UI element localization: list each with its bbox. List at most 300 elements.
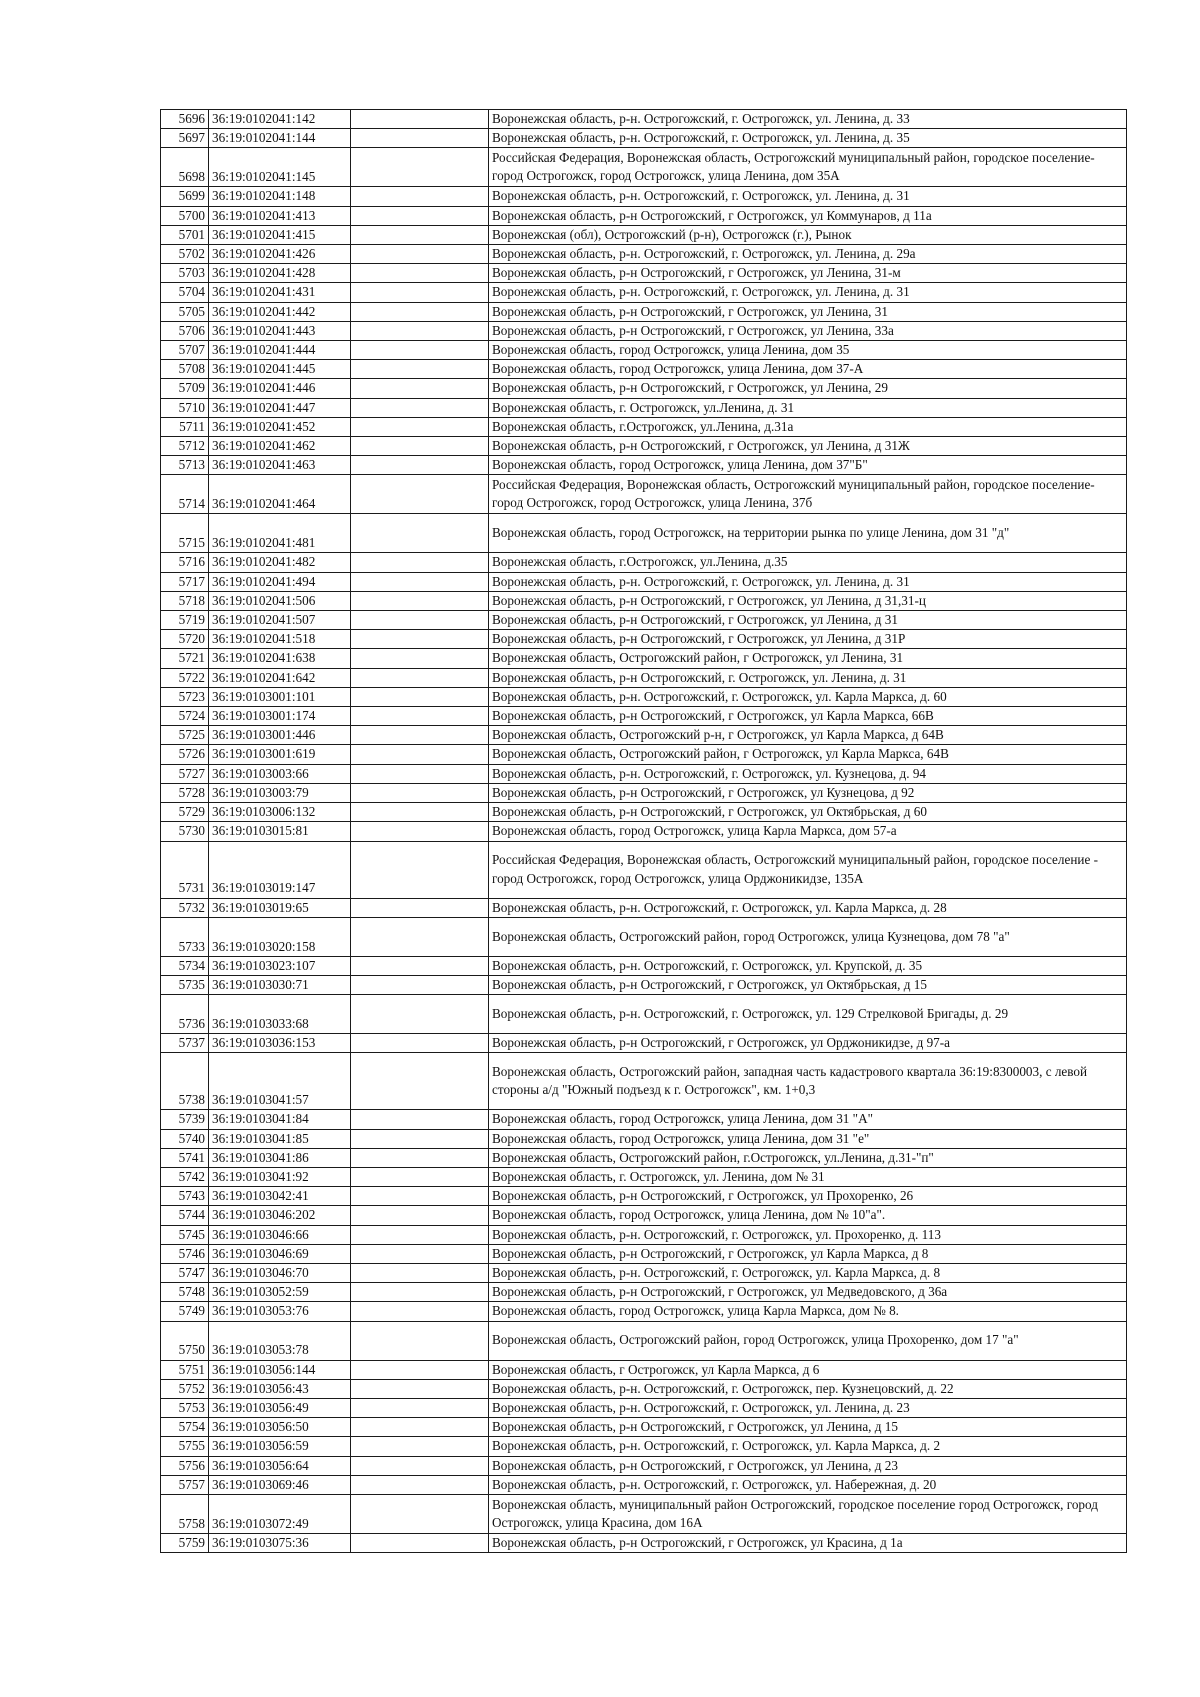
row-number-cell: 5723 bbox=[161, 687, 209, 706]
cadastral-number-cell: 36:19:0103015:81 bbox=[209, 822, 351, 841]
cadastral-number-cell: 36:19:0102041:148 bbox=[209, 187, 351, 206]
empty-cell bbox=[351, 553, 489, 572]
registry-table-body bbox=[161, 110, 1127, 1553]
cadastral-number-cell: 36:19:0103042:41 bbox=[209, 1187, 351, 1206]
address-cell: Воронежская область, р-н. Острогожский, г. Острогожск, ул. Кузнецова, д. 94 bbox=[489, 764, 1127, 783]
address-cell: Воронежская область, р-н. Острогожский, г. Острогожск, ул. Карла Маркса, д. 60 bbox=[489, 687, 1127, 706]
table-row bbox=[161, 975, 1127, 994]
empty-cell bbox=[351, 456, 489, 475]
cadastral-number-cell: 36:19:0103003:79 bbox=[209, 783, 351, 802]
row-number-cell: 5737 bbox=[161, 1034, 209, 1053]
empty-cell bbox=[351, 1167, 489, 1186]
empty-cell bbox=[351, 803, 489, 822]
address-cell: Воронежская область, р-н. Острогожский, г. Острогожск, ул. Ленина, д. 29а bbox=[489, 245, 1127, 264]
row-number-cell: 5756 bbox=[161, 1456, 209, 1475]
table-row bbox=[161, 917, 1127, 956]
address-cell: Воронежская область, город Острогожск, улица Ленина, дом 37"Б" bbox=[489, 456, 1127, 475]
empty-cell bbox=[351, 187, 489, 206]
table-row bbox=[161, 1437, 1127, 1456]
row-number-cell: 5758 bbox=[161, 1494, 209, 1533]
table-row bbox=[161, 956, 1127, 975]
address-cell: Воронежская область, р-н. Острогожский, г. Острогожск, ул. Карла Маркса, д. 2 bbox=[489, 1437, 1127, 1456]
empty-cell bbox=[351, 1360, 489, 1379]
empty-cell bbox=[351, 687, 489, 706]
address-cell: Воронежская область, р-н Острогожский, г Острогожск, ул Орджоникидзе, д 97-а bbox=[489, 1034, 1127, 1053]
empty-cell bbox=[351, 1110, 489, 1129]
row-number-cell: 5726 bbox=[161, 745, 209, 764]
empty-cell bbox=[351, 1437, 489, 1456]
address-cell: Воронежская область, р-н Острогожский, г Острогожск, ул Ленина, д 23 bbox=[489, 1456, 1127, 1475]
table-row bbox=[161, 437, 1127, 456]
empty-cell bbox=[351, 110, 489, 129]
row-number-cell: 5734 bbox=[161, 956, 209, 975]
row-number-cell: 5744 bbox=[161, 1206, 209, 1225]
empty-cell bbox=[351, 726, 489, 745]
table-row bbox=[161, 707, 1127, 726]
empty-cell bbox=[351, 437, 489, 456]
empty-cell bbox=[351, 1398, 489, 1417]
address-cell: Воронежская область, р-н. Острогожский, г. Острогожск, ул. Ленина, д. 23 bbox=[489, 1398, 1127, 1417]
empty-cell bbox=[351, 514, 489, 553]
cadastral-number-cell: 36:19:0102041:642 bbox=[209, 668, 351, 687]
table-row bbox=[161, 514, 1127, 553]
row-number-cell: 5739 bbox=[161, 1110, 209, 1129]
empty-cell bbox=[351, 1533, 489, 1552]
table-row bbox=[161, 687, 1127, 706]
empty-cell bbox=[351, 379, 489, 398]
empty-cell bbox=[351, 572, 489, 591]
address-cell: Воронежская область, р-н. Острогожский, г. Острогожск, ул. Ленина, д. 31 bbox=[489, 187, 1127, 206]
cadastral-number-cell: 36:19:0102041:638 bbox=[209, 649, 351, 668]
cadastral-number-cell: 36:19:0103056:59 bbox=[209, 1437, 351, 1456]
table-row bbox=[161, 764, 1127, 783]
table-row bbox=[161, 417, 1127, 436]
address-cell: Воронежская область, р-н Острогожский, г Острогожск, ул Октябрьская, д 60 bbox=[489, 803, 1127, 822]
row-number-cell: 5722 bbox=[161, 668, 209, 687]
cadastral-number-cell: 36:19:0103003:66 bbox=[209, 764, 351, 783]
empty-cell bbox=[351, 1418, 489, 1437]
address-cell: Воронежская область, город Острогожск, улица Карла Маркса, дом 57-а bbox=[489, 822, 1127, 841]
table-row bbox=[161, 206, 1127, 225]
address-cell: Воронежская область, р-н. Острогожский, г. Острогожск, ул. Прохоренко, д. 113 bbox=[489, 1225, 1127, 1244]
address-cell: Воронежская область, Острогожский р-н, г Острогожск, ул Карла Маркса, д 64В bbox=[489, 726, 1127, 745]
address-cell: Воронежская область, р-н Острогожский, г Острогожск, ул Медведовского, д 36а bbox=[489, 1283, 1127, 1302]
address-cell: Воронежская область, город Острогожск, улица Ленина, дом 31 "е" bbox=[489, 1129, 1127, 1148]
empty-cell bbox=[351, 822, 489, 841]
cadastral-number-cell: 36:19:0102041:494 bbox=[209, 572, 351, 591]
cadastral-number-cell: 36:19:0103046:69 bbox=[209, 1244, 351, 1263]
address-cell: Воронежская область, р-н Острогожский, г Острогожск, ул Прохоренко, 26 bbox=[489, 1187, 1127, 1206]
table-row bbox=[161, 148, 1127, 187]
row-number-cell: 5701 bbox=[161, 225, 209, 244]
address-cell: Воронежская область, город Острогожск, улица Карла Маркса, дом № 8. bbox=[489, 1302, 1127, 1321]
row-number-cell: 5699 bbox=[161, 187, 209, 206]
cadastral-number-cell: 36:19:0102041:144 bbox=[209, 129, 351, 148]
empty-cell bbox=[351, 302, 489, 321]
row-number-cell: 5746 bbox=[161, 1244, 209, 1263]
address-cell: Воронежская область, р-н Острогожский, г Острогожск, ул Ленина, д 31,31-ц bbox=[489, 591, 1127, 610]
table-row bbox=[161, 1129, 1127, 1148]
row-number-cell: 5752 bbox=[161, 1379, 209, 1398]
row-number-cell: 5713 bbox=[161, 456, 209, 475]
row-number-cell: 5745 bbox=[161, 1225, 209, 1244]
address-cell: Воронежская область, город Острогожск, улица Ленина, дом 31 "А" bbox=[489, 1110, 1127, 1129]
address-cell: Воронежская область, р-н. Острогожский, г. Острогожск, ул. 129 Стрелковой Бригады, д. 29 bbox=[489, 995, 1127, 1034]
table-row bbox=[161, 302, 1127, 321]
table-row bbox=[161, 225, 1127, 244]
empty-cell bbox=[351, 1034, 489, 1053]
row-number-cell: 5728 bbox=[161, 783, 209, 802]
address-cell: Российская Федерация, Воронежская область, Острогожский муниципальный район, городское поселение-город Острогожск, город Острогожск, улица Ленина, дом 35А bbox=[489, 148, 1127, 187]
address-cell: Воронежская область, г. Острогожск, ул. Ленина, дом № 31 bbox=[489, 1167, 1127, 1186]
address-cell: Воронежская область, р-н Острогожский, г Острогожск, ул Красина, д 1а bbox=[489, 1533, 1127, 1552]
table-row bbox=[161, 1225, 1127, 1244]
cadastral-number-cell: 36:19:0102041:145 bbox=[209, 148, 351, 187]
empty-cell bbox=[351, 1148, 489, 1167]
table-row bbox=[161, 1263, 1127, 1282]
row-number-cell: 5729 bbox=[161, 803, 209, 822]
cadastral-number-cell: 36:19:0102041:518 bbox=[209, 630, 351, 649]
empty-cell bbox=[351, 1494, 489, 1533]
table-row bbox=[161, 611, 1127, 630]
empty-cell bbox=[351, 630, 489, 649]
row-number-cell: 5718 bbox=[161, 591, 209, 610]
empty-cell bbox=[351, 668, 489, 687]
row-number-cell: 5700 bbox=[161, 206, 209, 225]
cadastral-number-cell: 36:19:0103001:619 bbox=[209, 745, 351, 764]
row-number-cell: 5707 bbox=[161, 341, 209, 360]
empty-cell bbox=[351, 129, 489, 148]
address-cell: Воронежская область, Острогожский район, город Острогожск, улица Кузнецова, дом 78 "а" bbox=[489, 917, 1127, 956]
row-number-cell: 5717 bbox=[161, 572, 209, 591]
empty-cell bbox=[351, 1225, 489, 1244]
table-row bbox=[161, 1034, 1127, 1053]
row-number-cell: 5712 bbox=[161, 437, 209, 456]
table-row bbox=[161, 1475, 1127, 1494]
cadastral-number-cell: 36:19:0103001:446 bbox=[209, 726, 351, 745]
row-number-cell: 5696 bbox=[161, 110, 209, 129]
cadastral-number-cell: 36:19:0103041:85 bbox=[209, 1129, 351, 1148]
row-number-cell: 5732 bbox=[161, 898, 209, 917]
address-cell: Воронежская область, город Острогожск, улица Ленина, дом № 10"а". bbox=[489, 1206, 1127, 1225]
table-row bbox=[161, 321, 1127, 340]
row-number-cell: 5731 bbox=[161, 841, 209, 898]
address-cell: Воронежская область, р-н. Острогожский, г. Острогожск, ул. Ленина, д. 31 bbox=[489, 283, 1127, 302]
empty-cell bbox=[351, 1302, 489, 1321]
row-number-cell: 5702 bbox=[161, 245, 209, 264]
row-number-cell: 5709 bbox=[161, 379, 209, 398]
address-cell: Воронежская область, р-н. Острогожский, г. Острогожск, ул. Крупской, д. 35 bbox=[489, 956, 1127, 975]
table-row bbox=[161, 1148, 1127, 1167]
cadastral-number-cell: 36:19:0102041:447 bbox=[209, 398, 351, 417]
cadastral-number-cell: 36:19:0102041:444 bbox=[209, 341, 351, 360]
address-cell: Воронежская область, р-н Острогожский, г Острогожск, ул Ленина, 31 bbox=[489, 302, 1127, 321]
row-number-cell: 5748 bbox=[161, 1283, 209, 1302]
empty-cell bbox=[351, 649, 489, 668]
row-number-cell: 5730 bbox=[161, 822, 209, 841]
table-row bbox=[161, 591, 1127, 610]
empty-cell bbox=[351, 1263, 489, 1282]
table-row bbox=[161, 129, 1127, 148]
cadastral-number-cell: 36:19:0102041:413 bbox=[209, 206, 351, 225]
cadastral-number-cell: 36:19:0103072:49 bbox=[209, 1494, 351, 1533]
address-cell: Воронежская область, г. Острогожск, ул.Ленина, д. 31 bbox=[489, 398, 1127, 417]
row-number-cell: 5706 bbox=[161, 321, 209, 340]
table-row bbox=[161, 668, 1127, 687]
row-number-cell: 5750 bbox=[161, 1321, 209, 1360]
table-row bbox=[161, 379, 1127, 398]
empty-cell bbox=[351, 591, 489, 610]
table-row bbox=[161, 822, 1127, 841]
address-cell: Воронежская область, р-н Острогожский, г Острогожск, ул Ленина, 29 bbox=[489, 379, 1127, 398]
empty-cell bbox=[351, 321, 489, 340]
address-cell: Воронежская (обл), Острогожский (р-н), Острогожск (г.), Рынок bbox=[489, 225, 1127, 244]
empty-cell bbox=[351, 956, 489, 975]
table-row bbox=[161, 1283, 1127, 1302]
address-cell: Воронежская область, Острогожский район, г.Острогожск, ул.Ленина, д.31-"п" bbox=[489, 1148, 1127, 1167]
cadastral-number-cell: 36:19:0103069:46 bbox=[209, 1475, 351, 1494]
empty-cell bbox=[351, 417, 489, 436]
row-number-cell: 5703 bbox=[161, 264, 209, 283]
row-number-cell: 5714 bbox=[161, 475, 209, 514]
empty-cell bbox=[351, 764, 489, 783]
cadastral-number-cell: 36:19:0102041:443 bbox=[209, 321, 351, 340]
address-cell: Воронежская область, р-н Острогожский, г Острогожск, ул Ленина, 33а bbox=[489, 321, 1127, 340]
empty-cell bbox=[351, 1321, 489, 1360]
address-cell: Воронежская область, город Острогожск, улица Ленина, дом 35 bbox=[489, 341, 1127, 360]
cadastral-number-cell: 36:19:0102041:462 bbox=[209, 437, 351, 456]
empty-cell bbox=[351, 398, 489, 417]
table-row bbox=[161, 360, 1127, 379]
address-cell: Воронежская область, р-н. Острогожский, г. Острогожск, ул. Ленина, д. 33 bbox=[489, 110, 1127, 129]
cadastral-number-cell: 36:19:0103052:59 bbox=[209, 1283, 351, 1302]
table-row bbox=[161, 1379, 1127, 1398]
empty-cell bbox=[351, 898, 489, 917]
empty-cell bbox=[351, 841, 489, 898]
row-number-cell: 5743 bbox=[161, 1187, 209, 1206]
table-row bbox=[161, 572, 1127, 591]
address-cell: Воронежская область, р-н Острогожский, г Острогожск, ул Ленина, д 15 bbox=[489, 1418, 1127, 1437]
address-cell: Воронежская область, р-н. Острогожский, г. Острогожск, ул. Карла Маркса, д. 8 bbox=[489, 1263, 1127, 1282]
row-number-cell: 5724 bbox=[161, 707, 209, 726]
cadastral-number-cell: 36:19:0102041:452 bbox=[209, 417, 351, 436]
cadastral-number-cell: 36:19:0102041:507 bbox=[209, 611, 351, 630]
cadastral-number-cell: 36:19:0103056:144 bbox=[209, 1360, 351, 1379]
table-row bbox=[161, 110, 1127, 129]
table-row bbox=[161, 341, 1127, 360]
table-row bbox=[161, 1053, 1127, 1110]
address-cell: Воронежская область, Острогожский район, город Острогожск, улица Прохоренко, дом 17 "а" bbox=[489, 1321, 1127, 1360]
row-number-cell: 5742 bbox=[161, 1167, 209, 1186]
address-cell: Российская Федерация, Воронежская область, Острогожский муниципальный район, городское поселение - город Острогожск, город Острогожск, улица Орджоникидзе, 135А bbox=[489, 841, 1127, 898]
row-number-cell: 5704 bbox=[161, 283, 209, 302]
table-row bbox=[161, 1187, 1127, 1206]
cadastral-number-cell: 36:19:0102041:445 bbox=[209, 360, 351, 379]
address-cell: Воронежская область, р-н Острогожский, г Острогожск, ул Ленина, д 31 bbox=[489, 611, 1127, 630]
row-number-cell: 5708 bbox=[161, 360, 209, 379]
address-cell: Воронежская область, р-н Острогожский, г Острогожск, ул Кузнецова, д 92 bbox=[489, 783, 1127, 802]
row-number-cell: 5716 bbox=[161, 553, 209, 572]
row-number-cell: 5755 bbox=[161, 1437, 209, 1456]
cadastral-number-cell: 36:19:0102041:428 bbox=[209, 264, 351, 283]
row-number-cell: 5751 bbox=[161, 1360, 209, 1379]
cadastral-number-cell: 36:19:0103041:92 bbox=[209, 1167, 351, 1186]
table-row bbox=[161, 649, 1127, 668]
cadastral-number-cell: 36:19:0103001:101 bbox=[209, 687, 351, 706]
empty-cell bbox=[351, 1244, 489, 1263]
cadastral-number-cell: 36:19:0103036:153 bbox=[209, 1034, 351, 1053]
cadastral-number-cell: 36:19:0103019:147 bbox=[209, 841, 351, 898]
table-row bbox=[161, 1206, 1127, 1225]
cadastral-number-cell: 36:19:0103056:64 bbox=[209, 1456, 351, 1475]
row-number-cell: 5749 bbox=[161, 1302, 209, 1321]
table-row bbox=[161, 995, 1127, 1034]
address-cell: Российская Федерация, Воронежская область, Острогожский муниципальный район, городское поселение-город Острогожск, город Острогожск, улица Ленина, 37б bbox=[489, 475, 1127, 514]
table-row bbox=[161, 475, 1127, 514]
cadastral-number-cell: 36:19:0103046:70 bbox=[209, 1263, 351, 1282]
empty-cell bbox=[351, 783, 489, 802]
row-number-cell: 5753 bbox=[161, 1398, 209, 1417]
address-cell: Воронежская область, г.Острогожск, ул.Ленина, д.31а bbox=[489, 417, 1127, 436]
table-row bbox=[161, 1360, 1127, 1379]
cadastral-number-cell: 36:19:0102041:426 bbox=[209, 245, 351, 264]
table-row bbox=[161, 898, 1127, 917]
empty-cell bbox=[351, 1187, 489, 1206]
row-number-cell: 5697 bbox=[161, 129, 209, 148]
cadastral-number-cell: 36:19:0102041:142 bbox=[209, 110, 351, 129]
row-number-cell: 5738 bbox=[161, 1053, 209, 1110]
cadastral-number-cell: 36:19:0103056:49 bbox=[209, 1398, 351, 1417]
address-cell: Воронежская область, р-н Острогожский, г Острогожск, ул Карла Маркса, 66В bbox=[489, 707, 1127, 726]
cadastral-number-cell: 36:19:0102041:442 bbox=[209, 302, 351, 321]
table-row bbox=[161, 187, 1127, 206]
cadastral-number-cell: 36:19:0103041:84 bbox=[209, 1110, 351, 1129]
address-cell: Воронежская область, город Острогожск, улица Ленина, дом 37-А bbox=[489, 360, 1127, 379]
address-cell: Воронежская область, р-н Острогожский, г Острогожск, ул Карла Маркса, д 8 bbox=[489, 1244, 1127, 1263]
empty-cell bbox=[351, 1456, 489, 1475]
empty-cell bbox=[351, 611, 489, 630]
row-number-cell: 5721 bbox=[161, 649, 209, 668]
address-cell: Воронежская область, р-н. Острогожский, г. Острогожск, ул. Набережная, д. 20 bbox=[489, 1475, 1127, 1494]
table-row bbox=[161, 398, 1127, 417]
row-number-cell: 5719 bbox=[161, 611, 209, 630]
cadastral-number-cell: 36:19:0103041:57 bbox=[209, 1053, 351, 1110]
cadastral-number-cell: 36:19:0102041:481 bbox=[209, 514, 351, 553]
empty-cell bbox=[351, 245, 489, 264]
row-number-cell: 5727 bbox=[161, 764, 209, 783]
address-cell: Воронежская область, муниципальный район Острогожский, городское поселение город Острогожск, город Острогожск, улица Красина, дом 16А bbox=[489, 1494, 1127, 1533]
row-number-cell: 5715 bbox=[161, 514, 209, 553]
cadastral-number-cell: 36:19:0103053:78 bbox=[209, 1321, 351, 1360]
address-cell: Воронежская область, р-н Острогожский, г Острогожск, ул Ленина, д 31Ж bbox=[489, 437, 1127, 456]
table-row bbox=[161, 1244, 1127, 1263]
row-number-cell: 5757 bbox=[161, 1475, 209, 1494]
table-row bbox=[161, 803, 1127, 822]
address-cell: Воронежская область, Острогожский район, г Острогожск, ул Ленина, 31 bbox=[489, 649, 1127, 668]
address-cell: Воронежская область, р-н Острогожский, г. Острогожск, ул. Ленина, д. 31 bbox=[489, 668, 1127, 687]
empty-cell bbox=[351, 745, 489, 764]
row-number-cell: 5735 bbox=[161, 975, 209, 994]
empty-cell bbox=[351, 1379, 489, 1398]
row-number-cell: 5736 bbox=[161, 995, 209, 1034]
table-row bbox=[161, 1456, 1127, 1475]
row-number-cell: 5720 bbox=[161, 630, 209, 649]
row-number-cell: 5705 bbox=[161, 302, 209, 321]
cadastral-number-cell: 36:19:0103046:66 bbox=[209, 1225, 351, 1244]
row-number-cell: 5741 bbox=[161, 1148, 209, 1167]
table-row bbox=[161, 630, 1127, 649]
empty-cell bbox=[351, 148, 489, 187]
cadastral-number-cell: 36:19:0103056:50 bbox=[209, 1418, 351, 1437]
empty-cell bbox=[351, 283, 489, 302]
empty-cell bbox=[351, 1475, 489, 1494]
cadastral-number-cell: 36:19:0103046:202 bbox=[209, 1206, 351, 1225]
cadastral-number-cell: 36:19:0103053:76 bbox=[209, 1302, 351, 1321]
empty-cell bbox=[351, 341, 489, 360]
empty-cell bbox=[351, 975, 489, 994]
cadastral-number-cell: 36:19:0103019:65 bbox=[209, 898, 351, 917]
cadastral-number-cell: 36:19:0102041:431 bbox=[209, 283, 351, 302]
address-cell: Воронежская область, г Острогожск, ул Карла Маркса, д 6 bbox=[489, 1360, 1127, 1379]
table-row bbox=[161, 553, 1127, 572]
empty-cell bbox=[351, 707, 489, 726]
address-cell: Воронежская область, г.Острогожск, ул.Ленина, д.35 bbox=[489, 553, 1127, 572]
table-row bbox=[161, 726, 1127, 745]
cadastral-number-cell: 36:19:0102041:415 bbox=[209, 225, 351, 244]
cadastral-number-cell: 36:19:0102041:446 bbox=[209, 379, 351, 398]
table-row bbox=[161, 283, 1127, 302]
row-number-cell: 5698 bbox=[161, 148, 209, 187]
cadastral-number-cell: 36:19:0102041:463 bbox=[209, 456, 351, 475]
cadastral-number-cell: 36:19:0102041:464 bbox=[209, 475, 351, 514]
empty-cell bbox=[351, 1129, 489, 1148]
table-row bbox=[161, 456, 1127, 475]
cadastral-number-cell: 36:19:0103020:158 bbox=[209, 917, 351, 956]
cadastral-number-cell: 36:19:0103033:68 bbox=[209, 995, 351, 1034]
cadastral-number-cell: 36:19:0103075:36 bbox=[209, 1533, 351, 1552]
address-cell: Воронежская область, р-н. Острогожский, г. Острогожск, ул. Карла Маркса, д. 28 bbox=[489, 898, 1127, 917]
address-cell: Воронежская область, город Острогожск, на территории рынка по улице Ленина, дом 31 "д" bbox=[489, 514, 1127, 553]
table-row bbox=[161, 1110, 1127, 1129]
row-number-cell: 5725 bbox=[161, 726, 209, 745]
table-row bbox=[161, 1302, 1127, 1321]
cadastral-number-cell: 36:19:0103001:174 bbox=[209, 707, 351, 726]
empty-cell bbox=[351, 475, 489, 514]
cadastral-number-cell: 36:19:0103041:86 bbox=[209, 1148, 351, 1167]
address-cell: Воронежская область, р-н. Острогожский, г. Острогожск, ул. Ленина, д. 31 bbox=[489, 572, 1127, 591]
empty-cell bbox=[351, 360, 489, 379]
address-cell: Воронежская область, р-н. Острогожский, г. Острогожск, ул. Ленина, д. 35 bbox=[489, 129, 1127, 148]
table-row bbox=[161, 245, 1127, 264]
table-row bbox=[161, 1167, 1127, 1186]
table-row bbox=[161, 1494, 1127, 1533]
address-cell: Воронежская область, р-н Острогожский, г Острогожск, ул Ленина, д 31Р bbox=[489, 630, 1127, 649]
cadastral-number-cell: 36:19:0103006:132 bbox=[209, 803, 351, 822]
property-registry-table bbox=[160, 109, 1127, 1553]
row-number-cell: 5733 bbox=[161, 917, 209, 956]
row-number-cell: 5754 bbox=[161, 1418, 209, 1437]
table-row bbox=[161, 1533, 1127, 1552]
address-cell: Воронежская область, р-н. Острогожский, г. Острогожск, пер. Кузнецовский, д. 22 bbox=[489, 1379, 1127, 1398]
table-row bbox=[161, 1321, 1127, 1360]
row-number-cell: 5759 bbox=[161, 1533, 209, 1552]
table-row bbox=[161, 841, 1127, 898]
address-cell: Воронежская область, Острогожский район, г Острогожск, ул Карла Маркса, 64В bbox=[489, 745, 1127, 764]
table-row bbox=[161, 745, 1127, 764]
row-number-cell: 5740 bbox=[161, 1129, 209, 1148]
row-number-cell: 5711 bbox=[161, 417, 209, 436]
document-page bbox=[160, 109, 1126, 1553]
